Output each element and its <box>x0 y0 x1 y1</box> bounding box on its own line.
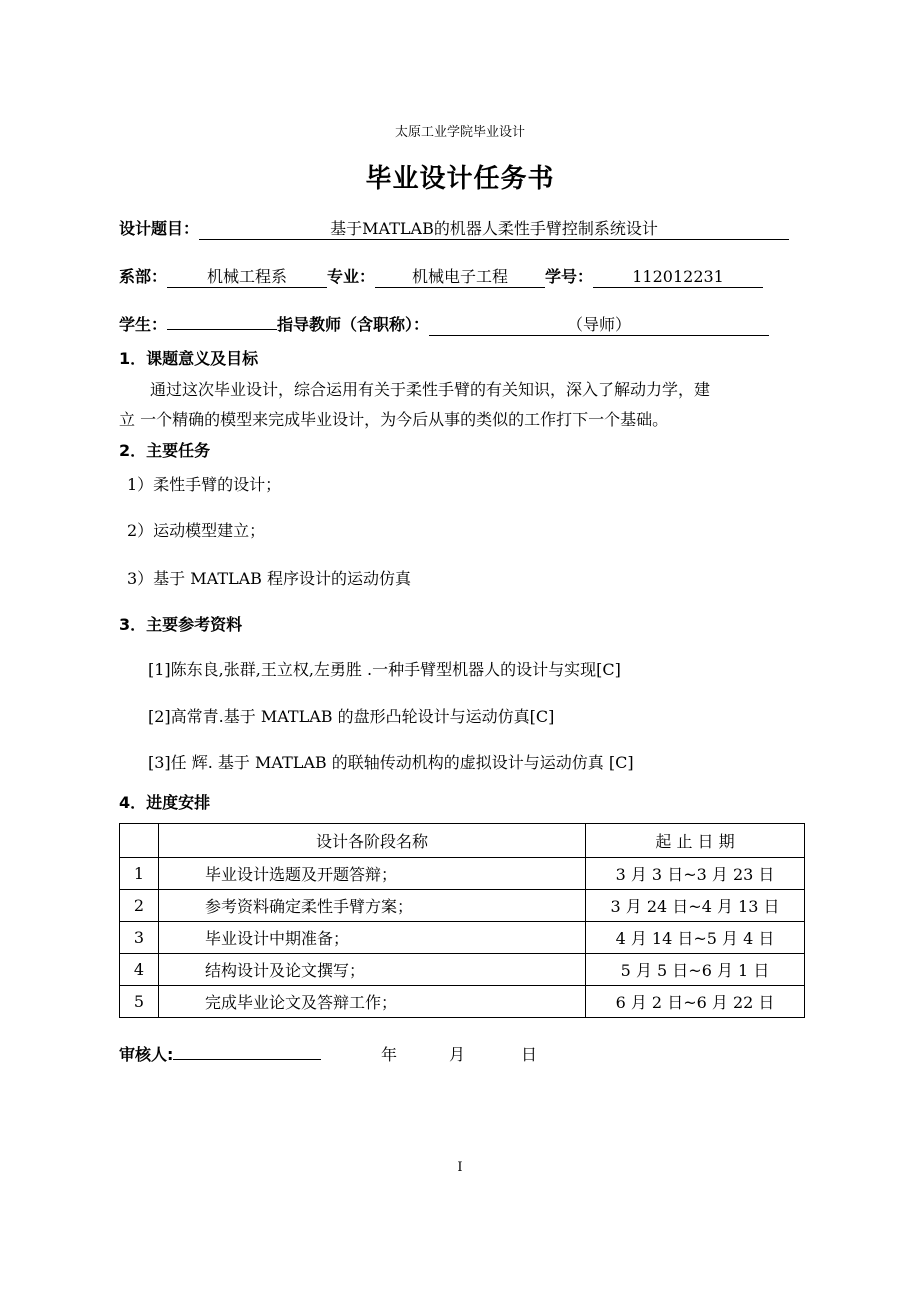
topic-value: 基于MATLAB的机器人柔性手臂控制系统设计 <box>199 219 789 240</box>
student-label: 学生： <box>119 315 168 334</box>
reference-item: [2]高常青.基于 MATLAB 的盘形凸轮设计与运动仿真[C] <box>148 707 555 726</box>
page-number: I <box>457 1160 463 1175</box>
stage-date: 3 月 24 日~4 月 13 日 <box>586 890 805 922</box>
reviewer-blank <box>173 1059 321 1060</box>
stage-name: 参考资料确定柔性手臂方案； <box>159 890 586 922</box>
dept-row <box>119 264 763 288</box>
task-item: 1）柔性手臂的设计； <box>127 475 282 494</box>
row-number: 1 <box>120 858 159 890</box>
task-item: 3）基于 MATLAB 程序设计的运动仿真 <box>127 569 412 588</box>
topic-row <box>119 216 789 240</box>
section-1-line-2: 立 一个精确的模型来完成毕业设计，为今后从事的类似的工作打下一个基础。 <box>119 410 669 429</box>
stage-date: 4 月 14 日~5 月 4 日 <box>586 922 805 954</box>
table-row <box>120 986 805 1018</box>
topic-label: 设计题目： <box>119 219 200 238</box>
table-row <box>120 890 805 922</box>
section-3-title: 3．主要参考资料 <box>119 615 243 634</box>
stage-date: 5 月 5 日~6 月 1 日 <box>586 954 805 986</box>
schedule-header-row <box>120 824 805 858</box>
student-id-value: 112012231 <box>593 267 763 288</box>
schedule-header-cell: 设计各阶段名称 <box>159 824 586 858</box>
section-2-title: 2．主要任务 <box>119 441 211 460</box>
schedule-table <box>119 823 805 1018</box>
section-4-title: 4．进度安排 <box>119 793 211 812</box>
major-label: 专业： <box>327 267 376 286</box>
student-row <box>119 312 769 336</box>
running-header: 太原工业学院毕业设计 <box>394 125 525 140</box>
review-day: 日 <box>521 1045 538 1064</box>
task-item: 2）运动模型建立； <box>127 521 266 540</box>
table-row <box>120 922 805 954</box>
review-month: 月 <box>449 1045 466 1064</box>
advisor-label: 指导教师（含职称）： <box>277 315 430 334</box>
review-year: 年 <box>381 1045 398 1064</box>
table-row <box>120 858 805 890</box>
reference-item: [3]任 辉. 基于 MATLAB 的联轴传动机构的虚拟设计与运动仿真 [C] <box>148 753 634 772</box>
row-number: 4 <box>120 954 159 986</box>
reviewer-row <box>119 1042 321 1065</box>
dept-label: 系部： <box>119 267 168 286</box>
stage-name: 结构设计及论文撰写； <box>159 954 586 986</box>
schedule-header-cell <box>120 824 159 858</box>
table-row <box>120 954 805 986</box>
stage-name: 完成毕业论文及答辩工作； <box>159 986 586 1018</box>
advisor-value: （导师） <box>429 315 769 336</box>
reference-item: [1]陈东良,张群,王立权,左勇胜 .一种手臂型机器人的设计与实现[C] <box>148 660 621 679</box>
student-value <box>167 329 277 330</box>
stage-name: 毕业设计中期准备； <box>159 922 586 954</box>
section-1-title: 1．课题意义及目标 <box>119 349 259 368</box>
reviewer-label: 审核人: <box>119 1045 174 1064</box>
row-number: 3 <box>120 922 159 954</box>
stage-date: 6 月 2 日~6 月 22 日 <box>586 986 805 1018</box>
row-number: 5 <box>120 986 159 1018</box>
stage-date: 3 月 3 日~3 月 23 日 <box>586 858 805 890</box>
student-id-label: 学号： <box>545 267 594 286</box>
dept-value: 机械工程系 <box>167 267 327 288</box>
row-number: 2 <box>120 890 159 922</box>
stage-name: 毕业设计选题及开题答辩； <box>159 858 586 890</box>
schedule-header-cell: 起 止 日 期 <box>586 824 805 858</box>
major-value: 机械电子工程 <box>375 267 545 288</box>
document-title: 毕业设计任务书 <box>365 164 555 194</box>
section-1-line-1: 通过这次毕业设计，综合运用有关于柔性手臂的有关知识，深入了解动力学，建 <box>150 380 711 399</box>
